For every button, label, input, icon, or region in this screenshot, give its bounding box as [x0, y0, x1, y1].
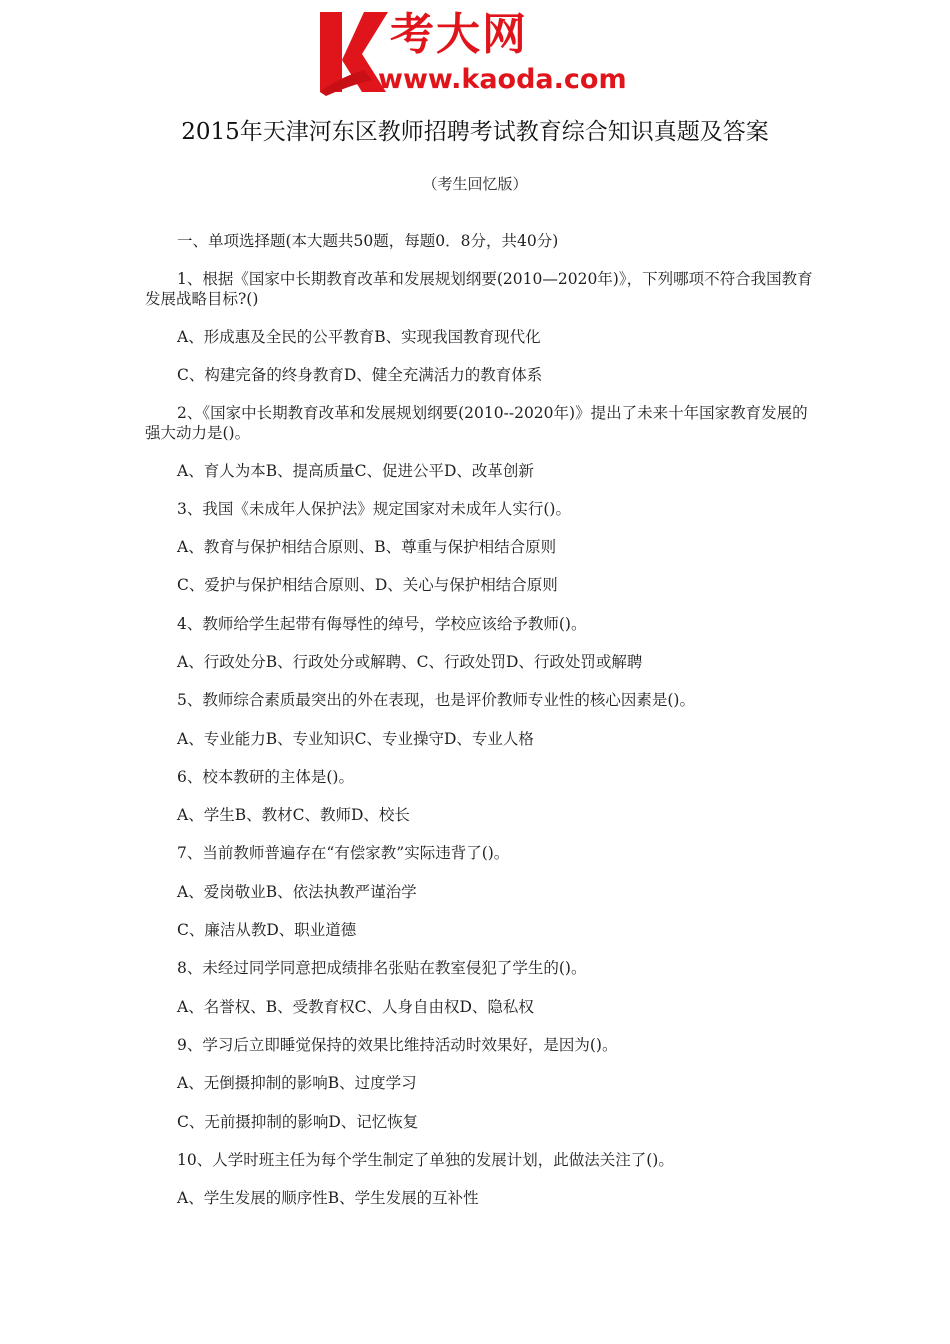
- question-10-options-ab: A、学生发展的顺序性B、学生发展的互补性: [177, 1189, 479, 1207]
- question-9-options-ab: A、无倒摄抑制的影响B、过度学习: [177, 1074, 417, 1092]
- question-3-options-ab: A、教育与保护相结合原则、B、尊重与保护相结合原则: [177, 538, 557, 556]
- question-8: 8、未经过同学同意把成绩排名张贴在教室侵犯了学生的()。: [177, 959, 587, 977]
- document-title: 2015年天津河东区教师招聘考试教育综合知识真题及答案: [181, 119, 769, 145]
- question-1: 1、根据《国家中长期教育改革和发展规划纲要(2010—2020年)》，下列哪项不符合我国教育发展战略目标?(): [145, 270, 813, 308]
- question-8-options: A、名誉权、B、受教育权C、人身自由权D、隐私权: [177, 998, 534, 1016]
- question-7-options-cd: C、廉洁从教D、职业道德: [177, 921, 357, 939]
- question-1-options-cd: C、构建完备的终身教育D、健全充满活力的教育体系: [177, 366, 543, 384]
- question-7: 7、当前教师普遍存在“有偿家教”实际违背了()。: [177, 844, 510, 862]
- question-3: 3、我国《未成年人保护法》规定国家对未成年人实行()。: [177, 500, 571, 518]
- question-9-options-cd: C、无前摄抑制的影响D、记忆恢复: [177, 1113, 419, 1131]
- question-6: 6、校本教研的主体是()。: [177, 768, 354, 786]
- kaoda-logo: [318, 8, 648, 96]
- question-7-options-ab: A、爱岗敬业B、依法执教严谨治学: [177, 883, 417, 901]
- logo-url-text: www.kaoda.com: [378, 64, 627, 95]
- logo-brand-text: 考大网: [390, 9, 528, 60]
- section-heading: 一、单项选择题(本大题共50题，每题0．8分，共40分): [177, 232, 559, 250]
- question-6-options: A、学生B、教材C、教师D、校长: [177, 806, 410, 824]
- question-10: 10、人学时班主任为每个学生制定了单独的发展计划，此做法关注了()。: [177, 1151, 674, 1169]
- document-subtitle: （考生回忆版）: [422, 175, 528, 193]
- question-4-options: A、行政处分B、行政处分或解聘、C、行政处罚D、行政处罚或解聘: [177, 653, 643, 671]
- question-5-options: A、专业能力B、专业知识C、专业操守D、专业人格: [177, 730, 534, 748]
- question-2-options: A、育人为本B、提高质量C、促进公平D、改革创新: [177, 462, 534, 480]
- question-9: 9、学习后立即睡觉保持的效果比维持活动时效果好，是因为()。: [177, 1036, 618, 1054]
- question-5: 5、教师综合素质最突出的外在表现，也是评价教师专业性的核心因素是()。: [177, 691, 695, 709]
- question-4: 4、教师给学生起带有侮辱性的绰号，学校应该给予教师()。: [177, 615, 587, 633]
- question-1-options-ab: A、形成惠及全民的公平教育B、实现我国教育现代化: [177, 328, 541, 346]
- question-2: 2、《国家中长期教育改革和发展规划纲要(2010--2020年)》提出了未来十年国家教育发展的强大动力是()。: [145, 404, 808, 442]
- question-3-options-cd: C、爱护与保护相结合原则、D、关心与保护相结合原则: [177, 576, 558, 594]
